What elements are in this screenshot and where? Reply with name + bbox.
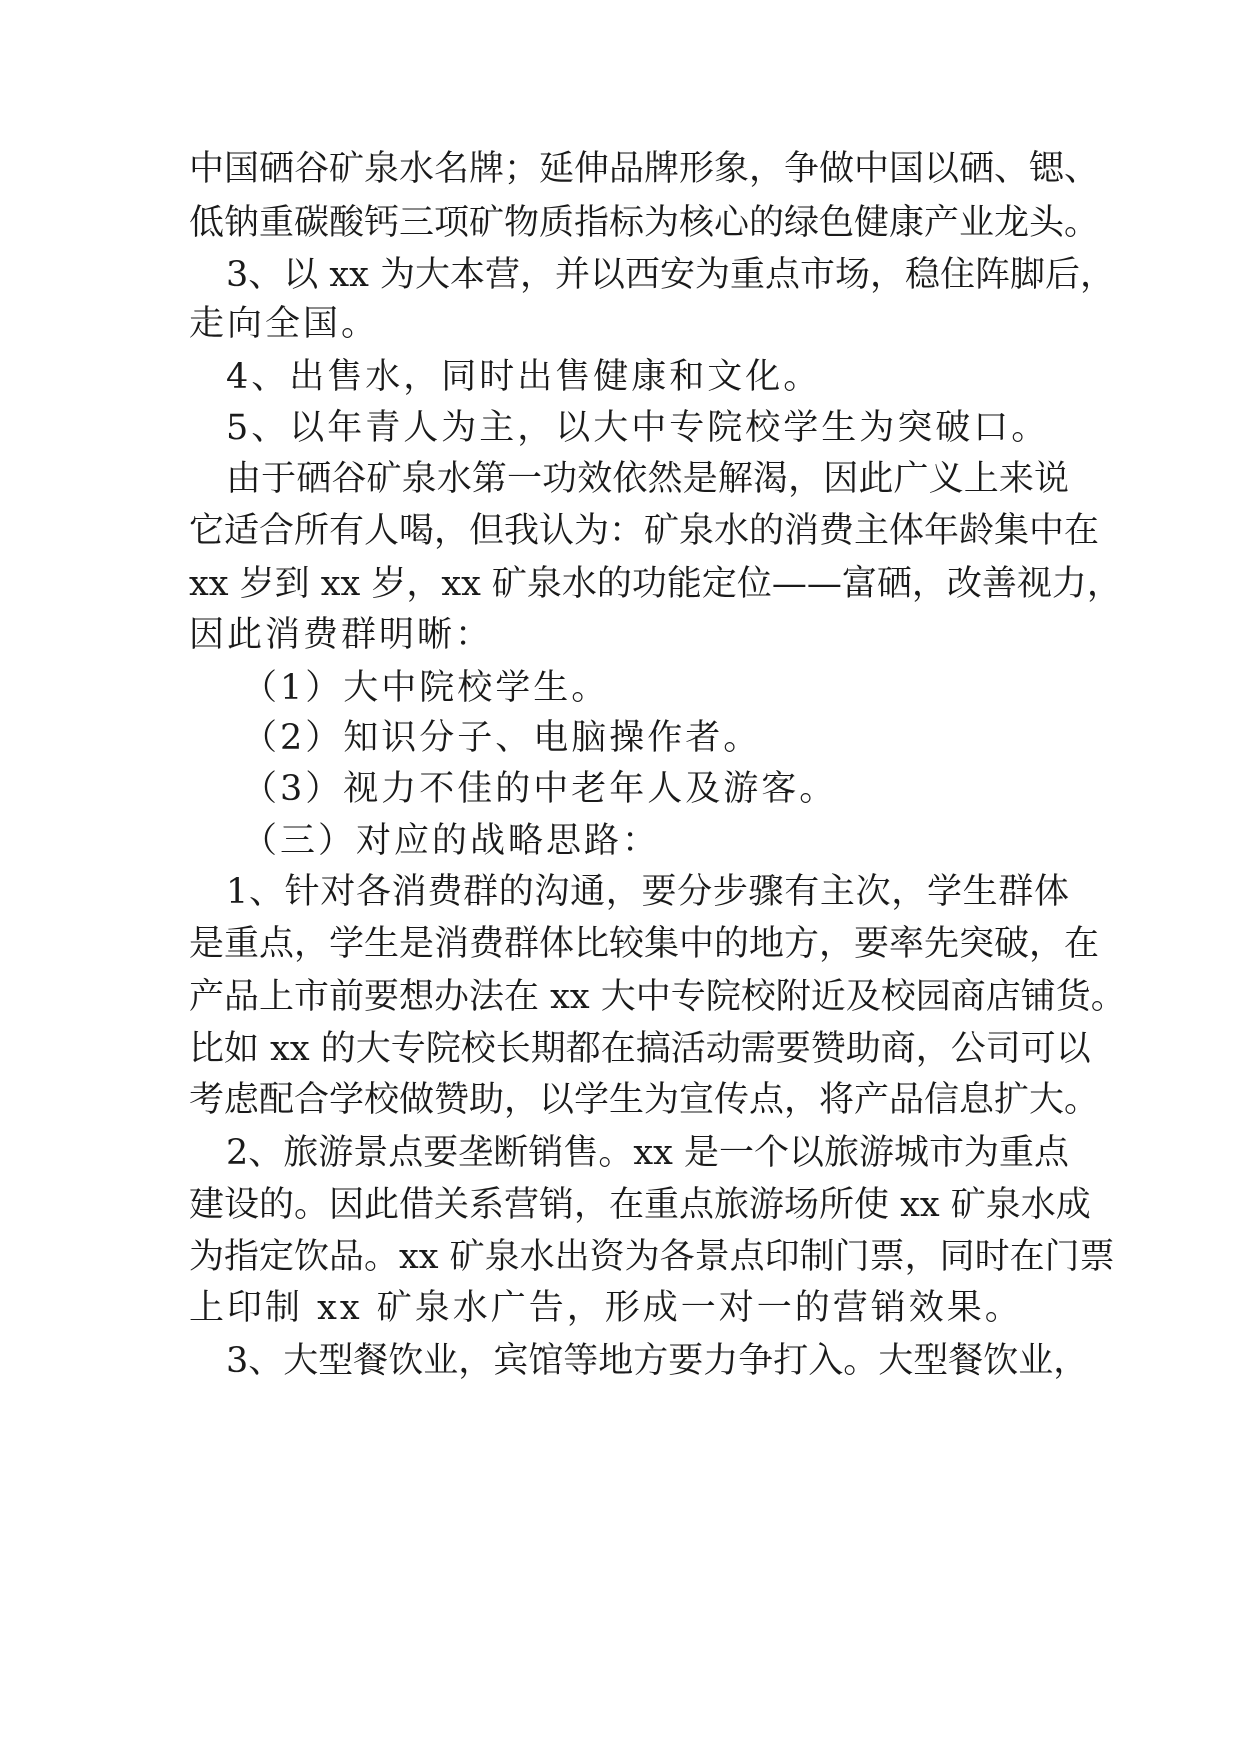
paragraph-line: 1、针对各消费群的沟通，要分步骤有主次，学生群体	[226, 872, 1069, 912]
paragraph-line: 产品上市前要想办法在 xx 大中专院校附近及校园商店铺货。	[189, 977, 1126, 1017]
paragraph-line: 5、以年青人为主，以大中专院校学生为突破口。	[226, 408, 1050, 448]
list-item: （2）知识分子、电脑操作者。	[242, 718, 762, 758]
paragraph-line: 建设的。因此借关系营销，在重点旅游场所使 xx 矿泉水成	[189, 1185, 1091, 1225]
paragraph-line: 它适合所有人喝，但我认为：矿泉水的消费主体年龄集中在	[189, 511, 1100, 551]
paragraph-line: 上印制 xx 矿泉水广告，形成一对一的营销效果。	[189, 1288, 1023, 1328]
paragraph-line: 低钠重碳酸钙三项矿物质指标为核心的绿色健康产业龙头。	[189, 203, 1100, 243]
paragraph-line: 3、以 xx 为大本营，并以西安为重点市场，稳住阵脚后，	[226, 255, 1115, 295]
paragraph-line: 为指定饮品。xx 矿泉水出资为各景点印制门票，同时在门票	[189, 1237, 1115, 1277]
paragraph-line: 比如 xx 的大专院校长期都在搞活动需要赞助商，公司可以	[189, 1029, 1091, 1069]
paragraph-line: 中国硒谷矿泉水名牌；延伸品牌形象，争做中国以硒、锶、	[189, 149, 1100, 189]
paragraph-line: 3、大型餐饮业，宾馆等地方要力争打入。大型餐饮业，	[226, 1341, 1089, 1381]
paragraph-line: 由于硒谷矿泉水第一功效依然是解渴，因此广义上来说	[226, 459, 1069, 499]
list-item: （3）视力不佳的中老年人及游客。	[242, 769, 838, 809]
paragraph-line: xx 岁到 xx 岁，xx 矿泉水的功能定位——富硒，改善视力，	[189, 564, 1122, 604]
section-heading: （三）对应的战略思路：	[242, 821, 661, 861]
list-item: （1）大中院校学生。	[242, 668, 610, 708]
paragraph-line: 2、旅游景点要垄断销售。xx 是一个以旅游城市为重点	[226, 1133, 1069, 1173]
paragraph-line: 4、出售水，同时出售健康和文化。	[226, 357, 822, 397]
paragraph-line: 考虑配合学校做赞助，以学生为宣传点，将产品信息扩大。	[189, 1080, 1100, 1120]
paragraph-line: 走向全国。	[189, 304, 380, 344]
paragraph-line: 因此消费群明晰：	[189, 615, 494, 655]
paragraph-line: 是重点，学生是消费群体比较集中的地方，要率先突破，在	[189, 924, 1100, 964]
